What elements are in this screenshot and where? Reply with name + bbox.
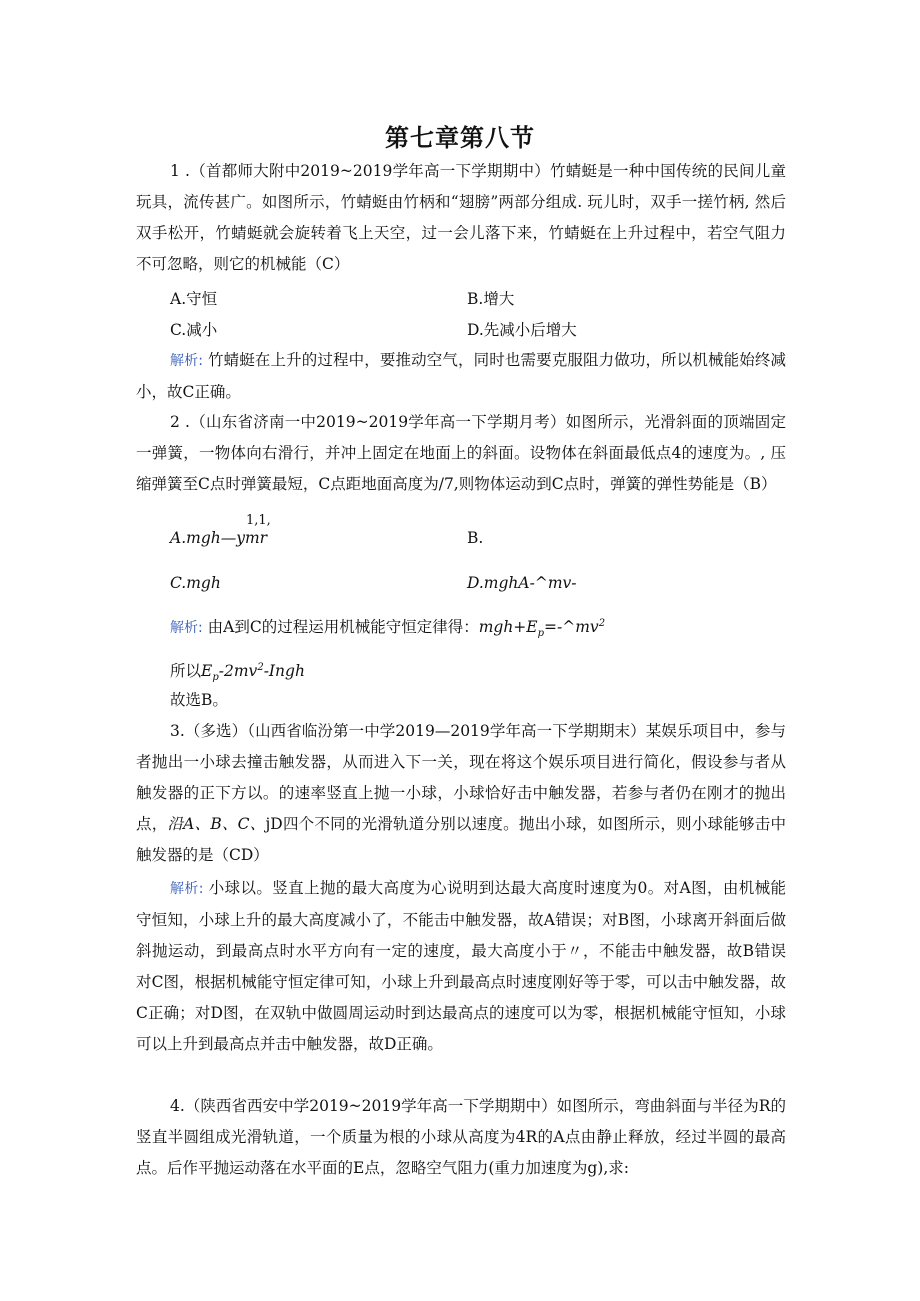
q2-analysis (170, 614, 605, 644)
q2-answer-line: 故选B。 (170, 691, 228, 709)
q1-option-a: A.守恒 (170, 290, 218, 308)
q2-option-a: A.mgh—ymr (170, 529, 268, 547)
question-4: 4.（陕西省西安中学2019~2019学年高一下学期期中）如图所示，弯曲斜面与半径为R的竖直半圆组成光滑轨道，一个质量为根的小球从高度为4R的A点由静止释放，经过半圆的最高点。后作平抛运动落在水平面的E点，忽略空气阻力(重力加速度为g),求: (136, 1097, 786, 1177)
q1-option-c: C.减小 (170, 321, 218, 339)
q1-analysis-text: 竹蜻蜓在上升的过程中，要推动空气，同时也需要克服阻力做功，所以机械能始终减小，故C正确。 (136, 351, 786, 401)
q2-option-b: B. (467, 529, 484, 547)
analysis-label: 解析: (170, 353, 203, 369)
q2-result-line: 所以$E_p-2mv^2$-Ingh (170, 662, 305, 684)
q1-option-d: D.先减小后增大 (467, 321, 577, 339)
analysis-label: 解析: (170, 881, 204, 897)
q2-option-a-sup: 1,1, (246, 513, 271, 528)
q2-analysis-text: 由A到C的过程运用机械能守恒定律得： (202, 618, 479, 637)
q3-analysis-text: 小球以。竖直上抛的最大高度为心说明到达最大高度时速度为0。对A图，由机械能守恒知，小球上升的最大高度减小了，不能击中触发器，故A错误；对B图，小球离开斜面后做斜抛运动，到最高点时水平方向有一定的速度，最大高度小于〃，不能击中触发器，故B错误 对C图，根据机械能守恒定律可知，小球上升到最高点时速度刚好等于零，可以击中触发器，故C正确；对D图，在双轨中做圆周运动时到达最高点的速度可以为零，根据机械能守恒知，小球可以上升到最高点并击中触发器，故D正确。 (136, 879, 786, 1053)
question-1: 1 .（首都师大附中2019~2019学年高一下学期期中）竹蜻蜓是一种中国传统的民间儿童玩具，流传甚广。如图所示，竹蜻蜓由竹柄和“翅膀”两部分组成. 玩儿时，双手一搓竹柄, 然后双手松开，竹蜻蜓就会旋转着飞上天空，过一会儿落下来，竹蜻蜓在上升过程中，若空气阻力不可忽略，则它的机械能（C） (136, 162, 786, 273)
q2-option-c: C.mgh (170, 574, 221, 592)
question-3: 3.（多选）（山西省临汾第一中学2019—2019学年高一下学期期末）某娱乐项目中，参与者抛出一小球去撞击触发器，从而进入下一关，现在将这个娱乐项目进行简化，假设参与者从触发器的正下方以。的速率竖直上抛一小球，小球恰好击中触发器，若参与者仍在刚才的抛出点，沿A、B、C、jD四个不同的光滑轨道分别以速度。抛出小球，如图所示，则小球能够击中触发器的是（CD） (136, 722, 786, 864)
analysis-label: 解析: (170, 620, 203, 637)
q1-option-b: B.增大 (467, 290, 515, 308)
question-2: 2 .（山东省济南一中2019~2019学年高一下学期月考）如图所示，光滑斜面的顶端固定一弹簧，一物体向右滑行，并冲上固定在地面上的斜面。设物体在斜面最低点4的速度为。, 压缩弹簧至C点时弹簧最短，C点距地面高度为/7,则物体运动到C点时，弹簧的弹性势能是（B） (136, 413, 786, 493)
q1-analysis (136, 345, 786, 408)
q2-formula: $mgh+E_p=-\^{}mv^2$ (478, 618, 606, 640)
q3-analysis (136, 873, 786, 1060)
page-title: 第七章第八节 (385, 124, 535, 152)
q2-option-d: D.mghA-^mv- (467, 574, 577, 592)
